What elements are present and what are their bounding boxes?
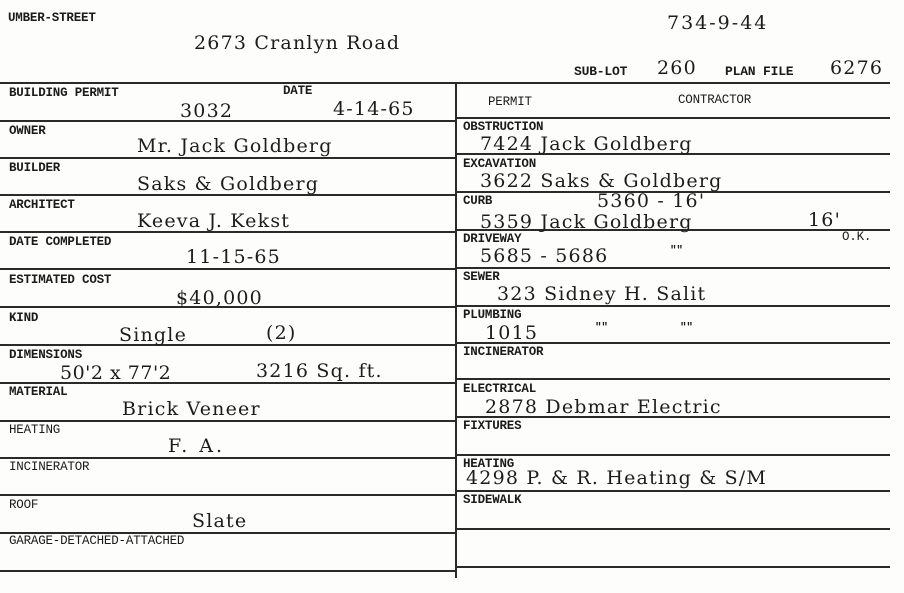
obstruction-value: 7424 Jack Goldberg <box>480 133 693 155</box>
rule-right <box>455 305 890 307</box>
rule-left <box>0 157 455 159</box>
rule-left <box>0 570 455 572</box>
builder-label: BUILDER <box>9 161 61 175</box>
rule-right <box>455 267 890 269</box>
sidewalk-label: SIDEWALK <box>463 493 522 507</box>
curb-label: CURB <box>463 194 493 208</box>
incinerator-label-right: INCINERATOR <box>463 345 544 359</box>
curb-value-top: 5360 - 16' <box>597 190 706 212</box>
plumbing-label: PLUMBING <box>463 308 522 322</box>
incinerator-label-left: INCINERATOR <box>9 460 90 474</box>
roof-label: ROOF <box>9 498 39 512</box>
contractor-header: CONTRACTOR <box>678 93 752 107</box>
garage-label: GARAGE-DETACHED-ATTACHED <box>9 534 185 548</box>
heating-value: F. A. <box>168 435 226 457</box>
card-number: 734-9-44 <box>667 12 769 34</box>
street-address: 2673 Cranlyn Road <box>194 32 401 54</box>
excavation-value: 3622 Saks & Goldberg <box>480 170 723 192</box>
owner-value: Mr. Jack Goldberg <box>137 135 333 157</box>
plumbing-ditto: "" <box>680 322 693 334</box>
heating-label-right: HEATING <box>463 457 515 471</box>
fixtures-label: FIXTURES <box>463 419 522 433</box>
excavation-label: EXCAVATION <box>463 157 537 171</box>
electrical-value: 2878 Debmar Electric <box>485 396 722 418</box>
dimensions-area: 3216 Sq. ft. <box>256 360 383 382</box>
roof-value: Slate <box>192 510 248 532</box>
estimated-cost-value: $40,000 <box>176 287 263 309</box>
rule-right <box>455 528 890 530</box>
rule-left <box>0 457 455 459</box>
plumbing-value: 1015 <box>485 322 539 344</box>
architect-label: ARCHITECT <box>9 198 75 212</box>
plan-file-label: PLAN FILE <box>725 64 794 79</box>
driveway-value: 5685 - 5686 <box>480 245 609 267</box>
heating-value-right: 4298 P. & R. Heating & S/M <box>466 467 768 489</box>
plan-file-value: 6276 <box>830 57 884 79</box>
kind-value: Single <box>119 324 188 346</box>
date-completed-value: 11-15-65 <box>186 246 281 268</box>
obstruction-label: OBSTRUCTION <box>463 120 544 134</box>
estimated-cost-label: ESTIMATED COST <box>9 273 112 287</box>
sewer-value: 323 Sidney H. Salit <box>497 283 707 305</box>
kind-note: (2) <box>266 322 297 344</box>
sub-lot-label: SUB-LOT <box>574 64 628 79</box>
driveway-ditto: "" <box>670 245 683 257</box>
rule-right <box>455 566 890 568</box>
sewer-label: SEWER <box>463 270 500 284</box>
number-street-label: UMBER-STREET <box>8 11 96 25</box>
building-permit-value: 3032 <box>180 100 234 122</box>
curb-value: 5359 Jack Goldberg <box>480 211 693 233</box>
date-label: DATE <box>283 84 313 98</box>
rule-left <box>0 420 455 422</box>
building-permit-label: BUILDING PERMIT <box>9 86 119 100</box>
rule-left <box>0 344 455 346</box>
kind-label: KIND <box>9 311 39 325</box>
date-completed-label: DATE COMPLETED <box>9 235 112 249</box>
rule-center <box>455 82 457 578</box>
sub-lot-value: 260 <box>657 57 697 79</box>
rule-right <box>455 454 890 456</box>
plumbing-ditto: "" <box>595 322 608 334</box>
rule-right <box>455 117 890 119</box>
material-value: Brick Veneer <box>122 398 261 420</box>
material-label: MATERIAL <box>9 385 68 399</box>
rule-top <box>0 82 890 84</box>
rule-right <box>455 378 890 380</box>
builder-value: Saks & Goldberg <box>137 173 320 195</box>
rule-left <box>0 494 455 496</box>
curb-note: 16' <box>808 209 841 231</box>
ok-note: O.K. <box>842 230 872 244</box>
driveway-label: DRIVEWAY <box>463 232 522 246</box>
dimensions-value: 50'2 x 77'2 <box>60 362 172 384</box>
heating-label: HEATING <box>9 423 61 437</box>
architect-value: Keeva J. Kekst <box>137 210 291 232</box>
permit-header: PERMIT <box>488 95 532 109</box>
owner-label: OWNER <box>9 124 46 138</box>
rule-right <box>455 490 890 492</box>
date-value: 4-14-65 <box>333 98 415 120</box>
electrical-label: ELECTRICAL <box>463 382 537 396</box>
dimensions-label: DIMENSIONS <box>9 348 83 362</box>
rule-left <box>0 268 455 270</box>
